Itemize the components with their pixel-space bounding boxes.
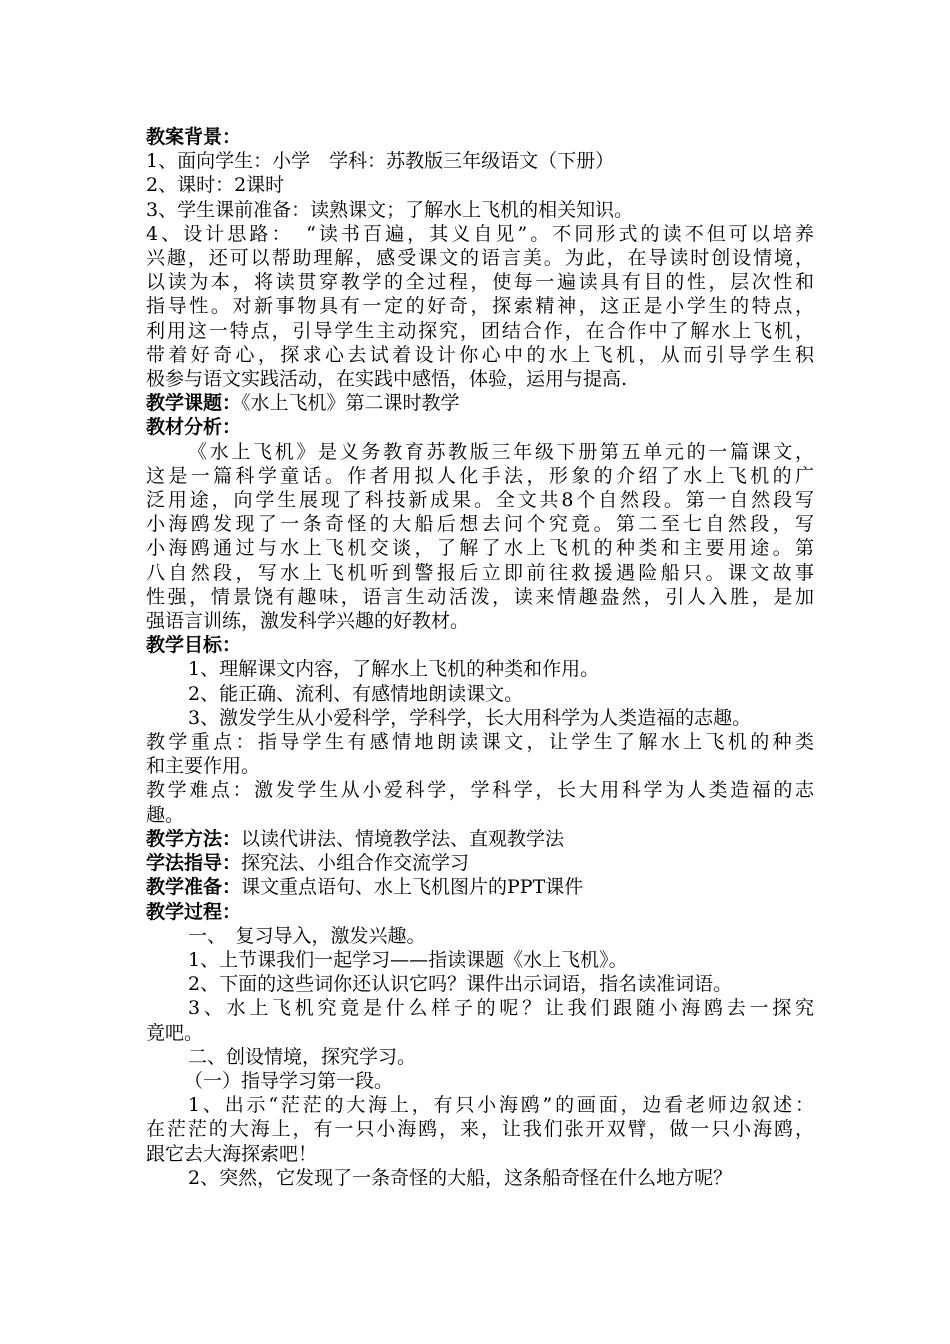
analysis-line: 泛用途，向学生展现了科技新成果。全文共8个自然段。第一自然段写 xyxy=(146,489,814,512)
analysis-line: 《水上飞机》是义务教育苏教版三年级下册第五单元的一篇课文， xyxy=(188,440,814,463)
difficulty-line: 教学难点：激发学生从小爱科学，学科学，长大用科学为人类造福的志 xyxy=(146,779,814,802)
topic-line xyxy=(146,391,814,415)
process-item: 1、出示“茫茫的大海上，有只小海鸥”的画面，边看老师边叙述： xyxy=(188,1094,814,1117)
guidance-line xyxy=(146,851,814,875)
process-item: 2、突然，它发现了一条奇怪的大船，这条船奇怪在什么地方呢？ xyxy=(188,1166,733,1189)
key-point-text: 指导学生有感情地朗读课文，让学生了解水上飞机的种类 xyxy=(257,731,814,754)
methods-label: 教学方法： xyxy=(146,827,242,850)
process-part-heading: 一、 复习导入，激发兴趣。 xyxy=(188,924,426,947)
process-item: 3、水上飞机究竟是什么样子的呢？让我们跟随小海鸥去一探究 xyxy=(188,997,814,1020)
preparation-value: 课文重点语句、水上飞机图片的PPT课件 xyxy=(241,876,584,899)
process-item: 1、上节课我们一起学习——指读课题《水上飞机》。 xyxy=(188,948,628,971)
key-point-line xyxy=(146,730,814,754)
preparation-line xyxy=(146,875,814,899)
analysis-line: 这是一篇科学童话。作者用拟人化手法，形象的介绍了水上飞机的广 xyxy=(146,464,814,487)
key-point-label: 教学重点： xyxy=(146,731,258,754)
process-item-continuation: 跟它去大海探索吧！ xyxy=(146,1142,318,1165)
design-line: 利用这一特点，引导学生主动探究，团结合作，在合作中了解水上飞机， xyxy=(146,319,814,342)
process-sub-heading: （一）指导学习第一段。 xyxy=(184,1069,394,1092)
process-item-continuation: 竟吧。 xyxy=(146,1021,204,1044)
analysis-heading: 教材分析： xyxy=(146,416,242,439)
background-heading: 教案背景： xyxy=(146,126,242,148)
design-line: 以读为本，将读贯穿教学的全过程，使每一遍读具有目的性，层次性和 xyxy=(146,271,814,294)
objective-item: 2、能正确、流利、有感情地朗读课文。 xyxy=(188,682,524,705)
process-item-continuation: 在茫茫的大海上，有一只小海鸥，来，让我们张开双臂，做一只小海鸥， xyxy=(146,1118,814,1141)
design-line: 带着好奇心，探求心去试着设计你心中的水上飞机，从而引导学生积 xyxy=(146,343,814,366)
background-item: 2、课时：2课时 xyxy=(146,174,285,197)
background-item: 3、学生课前准备：读熟课文；了解水上飞机的相关知识。 xyxy=(146,198,634,221)
objective-item: 1、理解课文内容，了解水上飞机的种类和作用。 xyxy=(188,658,600,681)
analysis-line: 八自然段，写水上飞机听到警报后立即前往救援遇险船只。课文故事 xyxy=(146,561,814,584)
process-heading: 教学过程： xyxy=(146,900,242,923)
objective-item: 3、激发学生从小爱科学，学科学，长大用科学为人类造福的志趣。 xyxy=(188,706,752,729)
design-line: 极参与语文实践活动，在实践中感悟，体验，运用与提高. xyxy=(146,368,628,391)
design-line: 4、设计思路： “读书百遍，其义自见”。不同形式的读不但可以培养 xyxy=(146,222,814,245)
design-line: 兴趣，还可以帮助理解，感受课文的语言美。为此，在导读时创设情境， xyxy=(146,247,814,270)
topic-label: 教学课题： xyxy=(146,392,242,415)
process-item: 2、下面的这些词你还认识它吗？课件出示词语，指名读准词语。 xyxy=(188,973,733,996)
methods-value: 以读代讲法、情境教学法、直观教学法 xyxy=(241,827,565,850)
process-part-heading: 二、创设情境，探究学习。 xyxy=(188,1045,417,1068)
methods-line xyxy=(146,827,814,851)
preparation-label: 教学准备： xyxy=(146,876,242,899)
topic-value: 《水上飞机》第二课时教学 xyxy=(241,392,460,415)
analysis-line: 小海鸥通过与水上飞机交谈，了解了水上飞机的种类和主要用途。第 xyxy=(146,537,814,560)
key-point-line: 和主要作用。 xyxy=(146,755,261,778)
difficulty-line: 趣。 xyxy=(146,803,185,826)
guidance-value: 探究法、小组合作交流学习 xyxy=(241,852,470,875)
objectives-heading: 教学目标： xyxy=(146,634,242,657)
lesson-plan-page xyxy=(146,125,814,1190)
analysis-line: 强语言训练，激发科学兴趣的好教材。 xyxy=(146,610,470,633)
guidance-label: 学法指导： xyxy=(146,852,242,875)
analysis-line: 性强，情景饶有趣味，语言生动活泼，读来情趣盎然，引人入胜，是加 xyxy=(146,585,814,608)
analysis-line: 小海鸥发现了一条奇怪的大船后想去问个究竟。第二至七自然段，写 xyxy=(146,513,814,536)
background-item: 1、面向学生：小学 学科：苏教版三年级语文（下册） xyxy=(146,150,615,173)
design-line: 指导性。对新事物具有一定的好奇，探索精神，这正是小学生的特点， xyxy=(146,295,814,318)
